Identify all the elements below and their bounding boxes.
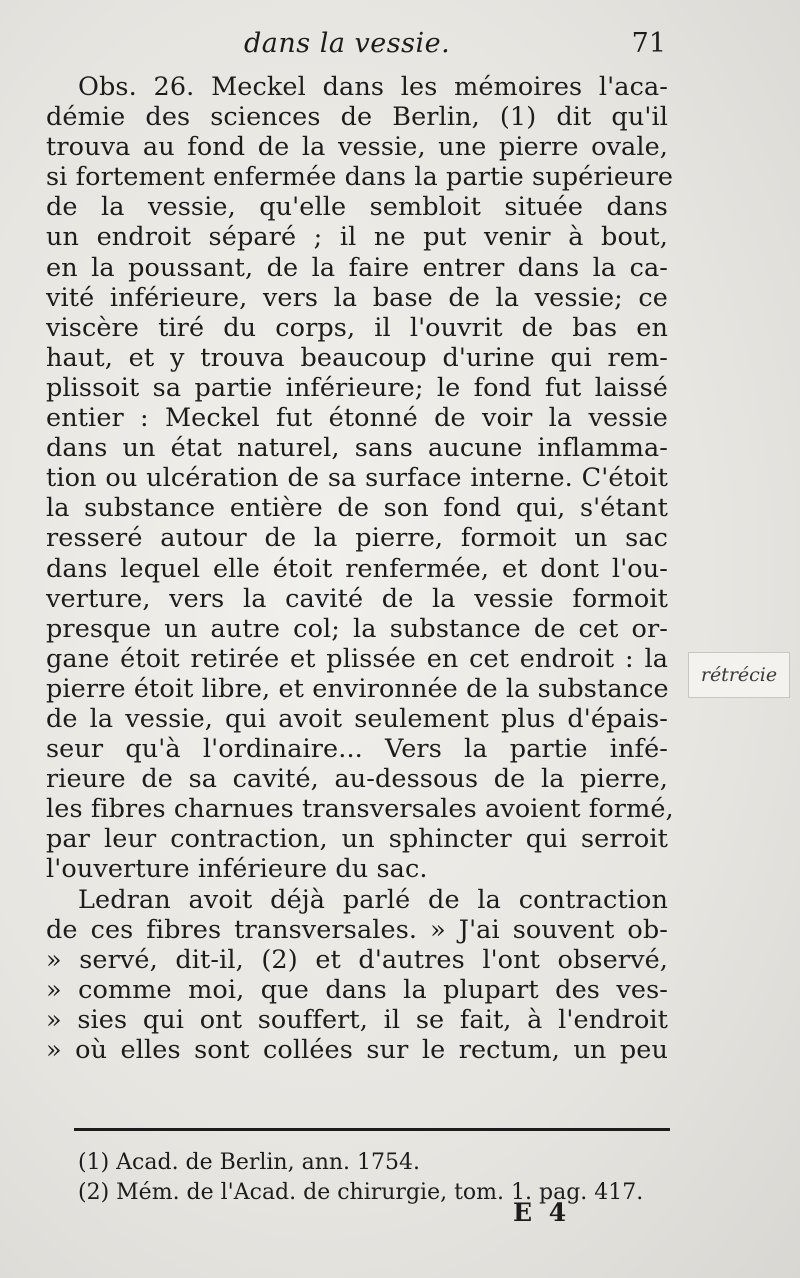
text-line: les fibres charnues transversales avoient formé,: [46, 794, 674, 825]
body-text: [46, 72, 674, 1065]
text-line: » où elles sont collées sur le rectum, un peu: [46, 1035, 668, 1065]
footnote-1: (1) Acad. de Berlin, ann. 1754.: [78, 1150, 420, 1175]
page-number: 71: [631, 28, 666, 59]
running-head: dans la vessie.: [244, 28, 451, 59]
page-header: [44, 10, 666, 60]
text-line: de ces fibres transversales. » J'ai souvent ob-: [46, 914, 668, 945]
text-line: la substance entière de son fond qui, s'étant: [46, 493, 668, 524]
text-line: démie des sciences de Berlin, (1) dit qu'il: [46, 102, 668, 133]
text-line: entier : Meckel fut étonné de voir la vessie: [46, 403, 668, 434]
text-line: » comme moi, que dans la plupart des ves-: [46, 974, 668, 1005]
text-line: rieure de sa cavité, au-dessous de la pierre,: [46, 764, 668, 795]
text-line: si fortement enfermée dans la partie supérieure: [46, 162, 674, 193]
text-line: haut, et y trouva beaucoup d'urine qui rem-: [46, 342, 668, 373]
text-line: un endroit séparé ; il ne put venir à bout,: [46, 222, 668, 253]
text-line: tion ou ulcération de sa surface interne. C'étoit: [46, 463, 668, 494]
handwritten-margin-note: rétrécie: [688, 652, 790, 698]
text-line: par leur contraction, un sphincter qui serroit: [46, 824, 668, 855]
text-line: plissoit sa partie inférieure; le fond fut laissé: [46, 372, 668, 403]
text-line: resseré autour de la pierre, formoit un sac: [46, 523, 668, 554]
text-line: de la vessie, qui avoit seulement plus d'épais-: [46, 703, 668, 734]
text-line: Ledran avoit déjà parlé de la contraction: [78, 884, 668, 915]
text-line: en la poussant, de la faire entrer dans la ca-: [46, 252, 668, 283]
text-line: viscère tiré du corps, il l'ouvrit de bas en: [46, 312, 668, 343]
signature-mark: E 4: [513, 1198, 571, 1227]
text-line: » servé, dit-il, (2) et d'autres l'ont observé,: [46, 944, 668, 975]
text-line: trouva au fond de la vessie, une pierre ovale,: [46, 132, 668, 163]
text-line: verture, vers la cavité de la vessie formoit: [46, 583, 668, 614]
text-line: Obs. 26. Meckel dans les mémoires l'aca-: [78, 72, 668, 102]
text-line: l'ouverture inférieure du sac.: [46, 854, 428, 885]
text-line: presque un autre col; la substance de cet or-: [46, 613, 668, 644]
text-line: vité inférieure, vers la base de la vessie; ce: [46, 282, 668, 313]
footnote-2: (2) Mém. de l'Acad. de chirurgie, tom. 1. pag. 417.: [78, 1180, 644, 1205]
text-line: seur qu'à l'ordinaire... Vers la partie infé-: [46, 734, 668, 765]
footnotes: [78, 1148, 670, 1208]
text-line: pierre étoit libre, et environnée de la substance: [46, 673, 669, 704]
text-line: dans lequel elle étoit renfermée, et dont l'ou-: [46, 553, 668, 584]
text-line: » sies qui ont souffert, il se fait, à l'endroit: [46, 1004, 668, 1035]
text-line: gane étoit retirée et plissée en cet endroit : la: [46, 643, 668, 674]
text-line: de la vessie, qu'elle sembloit située dans: [46, 192, 668, 223]
footnote-rule: [74, 1128, 670, 1131]
text-line: dans un état naturel, sans aucune inflamma-: [46, 433, 668, 464]
